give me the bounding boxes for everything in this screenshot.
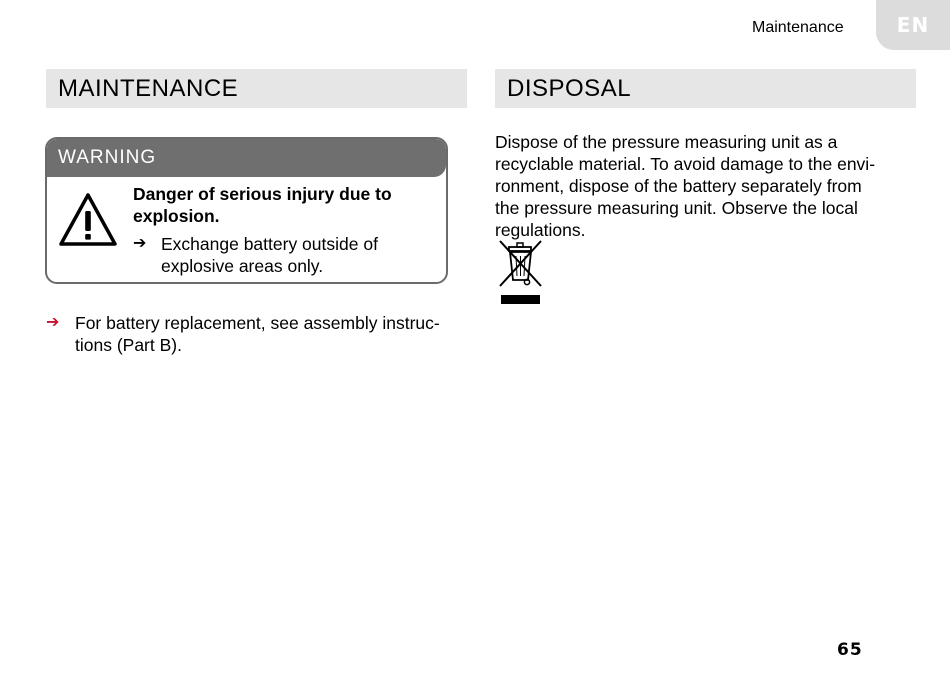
disposal-line: ronment, dispose of the battery separately from xyxy=(495,176,862,196)
warning-step-line2: explosive areas only. xyxy=(161,256,324,276)
warning-title-line1: Danger of serious injury due to xyxy=(133,184,392,204)
warning-label: WARNING xyxy=(47,139,446,177)
page-number: 65 xyxy=(837,640,863,660)
note-line1: For battery replacement, see assembly instruc- xyxy=(75,313,440,333)
disposal-line: recyclable material. To avoid damage to the envi- xyxy=(495,154,876,174)
header-section-label: Maintenance xyxy=(752,19,844,36)
arrow-right-icon: ➔ xyxy=(133,235,147,252)
disposal-line: Dispose of the pressure measuring unit as a xyxy=(495,132,838,152)
warning-step xyxy=(133,233,433,277)
disposal-line: regulations. xyxy=(495,220,586,240)
maintenance-heading: MAINTENANCE xyxy=(46,69,467,108)
disposal-paragraph xyxy=(495,131,905,241)
battery-replacement-note xyxy=(46,312,466,356)
warning-box xyxy=(45,137,448,284)
disposal-heading: DISPOSAL xyxy=(495,69,916,108)
warning-triangle-icon xyxy=(57,191,119,249)
red-arrow-icon: ➔ xyxy=(46,314,60,331)
note-line2: tions (Part B). xyxy=(75,335,182,355)
disposal-line: the pressure measuring unit. Observe the local xyxy=(495,198,858,218)
warning-title-line2: explosion. xyxy=(133,206,220,226)
warning-step-line1: Exchange battery outside of xyxy=(161,234,378,254)
warning-title xyxy=(133,183,433,227)
language-tab: EN xyxy=(876,0,950,50)
crossed-out-wheelie-bin-icon xyxy=(497,238,545,306)
